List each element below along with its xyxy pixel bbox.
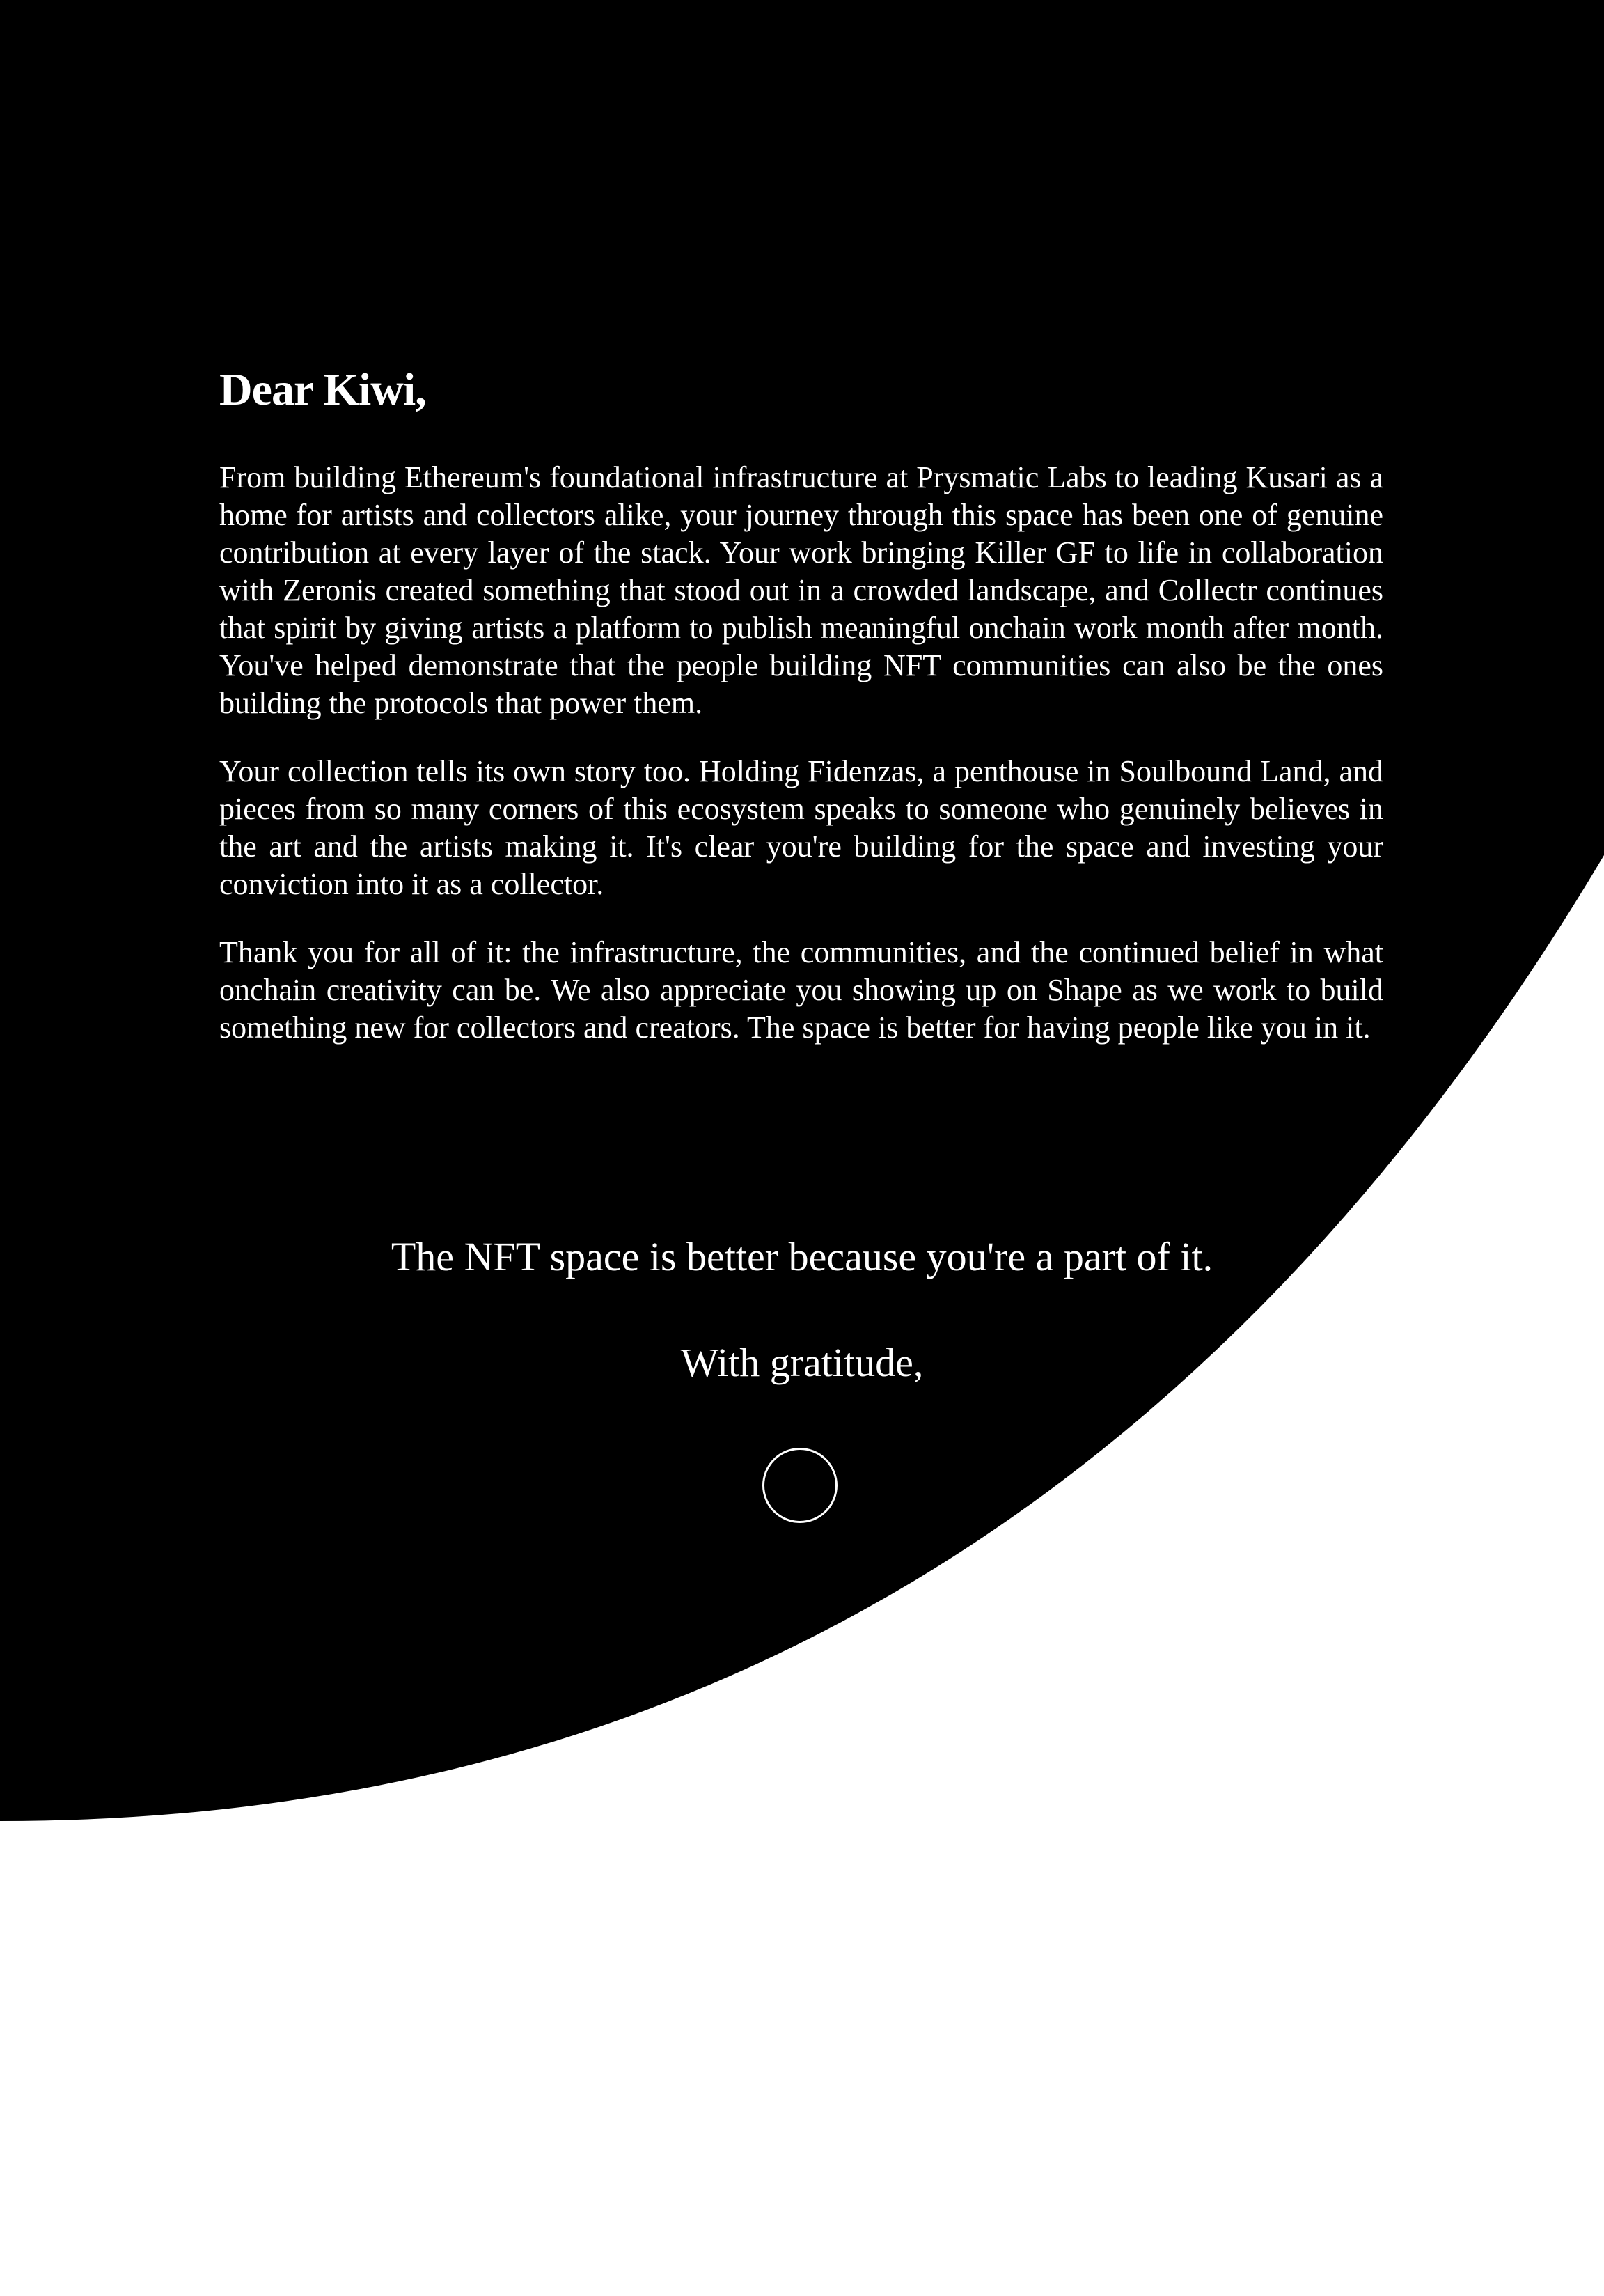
paragraph-contributions: From building Ethereum's foundational infrastructure at Prysmatic Labs to leading Kusari as a home for artists and collectors alike, your journey through this space has been one of genuine contribution at every layer of the stack. Your work bringing Killer GF to life in collaboration with Zeronis created something that stood out in a crowded landscape, and Collectr continues that spirit by giving artists a platform to publish meaningful onchain work month after month. You've helped demonstrate that the people building NFT communities can also be the ones building the protocols that power them.: [219, 460, 1383, 721]
tagline: The NFT space is better because you're a part of it.: [391, 1234, 1213, 1279]
greeting: Dear Kiwi,: [219, 364, 426, 415]
paragraph-collection: Your collection tells its own story too. Holding Fidenzas, a penthouse in Soulbound Land, and pieces from so many corners of this ecosystem speaks to someone who genuinely believes in the art and the artists making it. It's clear you're building for the space and investing your conviction into it as a collector.: [219, 754, 1383, 902]
signoff: With gratitude,: [680, 1340, 924, 1385]
paragraph-thanks: Thank you for all of it: the infrastructure, the communities, and the continued belief in what onchain creativity can be. We also appreciate you showing up on Shape as we work to build something new for collectors and creators. The space is better for having people like you in it.: [219, 935, 1383, 1045]
letter-body: [219, 362, 1383, 1077]
circle-outline-icon: [762, 1448, 838, 1523]
